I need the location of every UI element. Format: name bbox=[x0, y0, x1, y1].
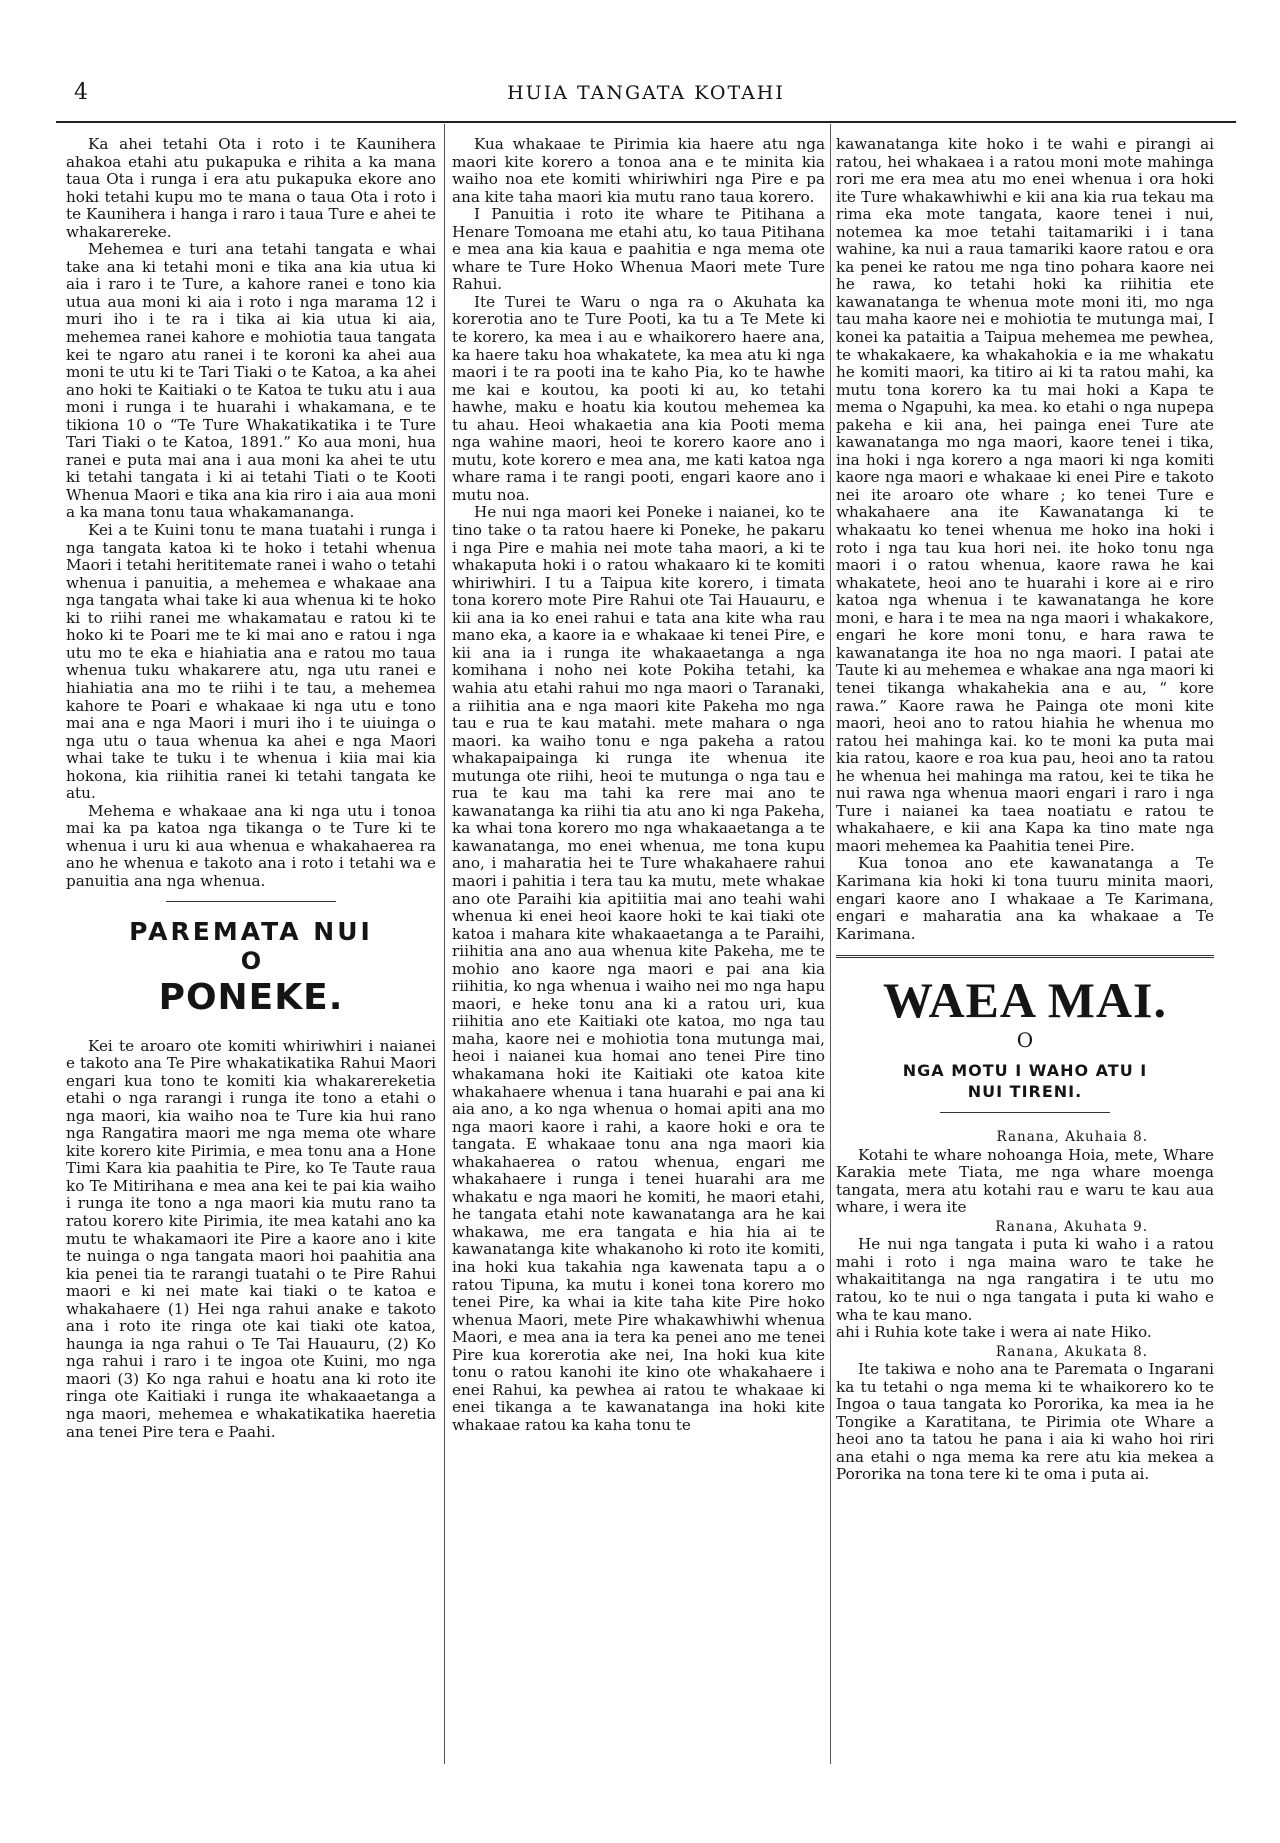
paragraph: Ka ahei tetahi Ota i roto i te Kaunihera ahakoa etahi atu pukapuka e rihita a ka mana taua Ota i runga i era atu pukapuka ekore ano hoki tetahi kupu mo te mana o taua Ota i roto i te Kaunihera i hanga i raro i taua Ture e ahei te whakarereke. bbox=[66, 135, 436, 241]
column-3 bbox=[836, 136, 1214, 1484]
paragraph: kawanatanga kite hoko i te wahi e pirangi ai ratou, hei whakaea i a ratou moni mote mahinga rori me era mea atu mo enei whenua i ora hoki ite Ture whakawhiwhi e kii ana kia rua tekau ma rima eka mote tangata, kaore tenei i nui, notemea ka moe tetahi taitamariki i i tana wahine, ka nui a raua tamariki kaore ratou e ora ka penei ke ratou me nga tino pohara kaore nei he rawa, ko tetahi hoki ka riihitia ete kawanatanga te whenua mote moni iti, mo nga tau maha kaore nei e mohiotia te mutunga mai, I konei ka pataitia a Taipua mehemea me pewhea, te whakakaere, ka whakahokia e ia me whakatu he komiti maori, ka titiro ai ki ta ratou mahi, ka mutu tona korero ka tu mai hoki a Kapa te mema o Ngapuhi, ka mea. ko etahi o nga nupepa pakeha e kii ana, hei painga enei Ture ate kawanatanga mo nga maori, kaore tenei i tika, ina hoki i nga korero a nga maori ki nga komiti kaore nga maori e whakaae ki enei Pire e takoto nei ite aroaro ote whare ; ko tenei Ture e whakahaere ana ite Kawanatanga ki te whakaatu ko tenei whenua me hoko ina hoki i roto i nga tau kua hori nei. ite hoko tonu nga maori i o ratou whenua, kaore rawa he kai whakatete, heoi ano te huarahi i kore ai e riro katoa nga whenua i te kawanatanga he kore moni, e hara i te mea na nga maori i whakakore, engari he kore moni tonu, e hara rawa te kawanatanga ite hoa no nga maori. I patai ate Taute ki au mehemea e whakae ana nga maori ki tenei tikanga whakahekia ana e au, “ kore rawa.” Kaore rawa he Painga ote moni kite maori, heoi ano to ratou hiahia he whenua mo ratou hei mahinga kai. ko te moni ka puta mai kia ratou, kaore e roa kua pau, heoi ano ta ratou he whenua hei mahinga ma ratou, kei te tika he nui rawa nga whenua maori engari i raro i nga Ture i naianei ka taea noatiatu e ratou te whakahaere, e kii ana Kapa ka tino mate nga maori mehemea ka Paahitia tenei Pire. bbox=[836, 135, 1214, 855]
section-rule bbox=[836, 955, 1214, 958]
column-divider bbox=[830, 124, 831, 1764]
heading-line-1: PAREMATA NUI bbox=[129, 916, 373, 946]
section-rule bbox=[940, 1112, 1110, 1113]
dateline: Ranana, Akuhata 9. bbox=[995, 1218, 1148, 1235]
heading-line-2: PONEKE. bbox=[158, 976, 344, 1018]
page-number: 4 bbox=[74, 80, 88, 105]
paragraph: ahi i Ruhia kote take i wera ai nate Hiko. bbox=[836, 1323, 1152, 1342]
column-1 bbox=[66, 136, 436, 1441]
paragraph: I Panuitia i roto ite whare te Pitihana a Henare Tomoana me etahi atu, ko taua Pitihana e mea ana kia kaua e paahitia e nga mema ote whare te Ture Hoko Whenua Maori mete Ture Rahui. bbox=[452, 205, 825, 294]
section-rule bbox=[166, 901, 336, 902]
paragraph: Kotahi te whare nohoanga Hoia, mete, Whare Karakia mete Tiata, me nga whare moenga tangata, mera atu kotahi rau e waru te kau aua whare, i wera ite bbox=[836, 1145, 1214, 1217]
heading-o: O bbox=[1016, 1028, 1034, 1053]
paragraph: Ite takiwa e noho ana te Paremata o Ingarani ka tu tetahi o nga mema ki te whaikorero ko te Ingoa o taua tangata ko Pororika, ka mea ia he Tongike a Karatitana, te Pirimia ote Whare a heoi ano ta tatou he pana i aia ki waho hoi riri ana etahi o nga mema ka rere atu kia mekea a Pororika na tona tere ki te oma i puta ai. bbox=[836, 1360, 1214, 1484]
paragraph: Kua tonoa ano ete kawanatanga a Te Karimana kia hoki ki tona tuuru minita maori, engari kaore ano I whakaae a Te Karimana, engari e maharatia ana ka whakaae a Te Karimana. bbox=[836, 854, 1214, 943]
page-header bbox=[56, 80, 1236, 116]
article-heading bbox=[66, 918, 436, 1020]
header-rule bbox=[56, 121, 1236, 123]
column-2 bbox=[452, 136, 825, 1434]
paragraph: Mehemea e turi ana tetahi tangata e whai take ana ki tetahi moni e tika ana kia utua ki aia i raro i te Ture, a kahore ranei e tono kia utua aua moni ki aia i roto i nga marama 12 i muri iho i te ra i tika ai kia utua ki aia, mehemea ranei kahore e mohiotia taua tangata kei te ngaro atu ranei i te koroni ka ahei aua moni te utu ki te Tari Tiaki o te Katoa, a ka ahei ano hoki te Kaitiaki o te Katoa te tuku atu i aua moni i runga i te huarahi i whakamana, e te tikiona 10 o “Te Ture Whakatikatika i te Ture Tari Tiaki o te Katoa, 1891.” Ko aua moni, hua ranei e puta mai ana i aua moni ka ahei te utu ki tetahi tangata i ki ai tetahi Tiati o te Kooti Whenua Maori e tika ana kia riro i aia aua moni a ka mana tonu taua whakamananga. bbox=[66, 240, 436, 522]
paragraph: Ite Turei te Waru o nga ra o Akuhata ka korerotia ano te Ture Pooti, ka tu a Te Mete ki te korero, ka mea i au e whaikorero haere ana, ka haere taku hoa whakatete, ka mea atu ki nga maori i te ra pooti ina te kaho Pia, ko te hawhe me kai e koutou, ka pooti ki au, ko tetahi hawhe, maku e hoatu kia koutou mehemea ka tu ahau. Heoi whakaetia ana kia Pooti mema nga wahine maori, heoi te korero kaore ano i mutu, kote korero e mea ana, me kati katoa nga whare rama i te rangi pooti, engari kaore ano i mutu noa. bbox=[452, 292, 825, 504]
dateline: Ranana, Akukata 8. bbox=[995, 1343, 1148, 1360]
paragraph: He nui nga maori kei Poneke i naianei, ko te tino take o ta ratou haere ki Poneke, he pakaru i nga Pire e mahia nei mote taha maori, a ki te whakaputa hoki i o ratou whakaaro ki te komiti whiriwhiri. I tu a Taipua kite korero, i timata tona korero mote Pire Rahui ote Tai Hauauru, e kii ana ia ko enei rahui e tata ana kite wha rau mano eka, a kaore ia e whakaae ki tenei Pire, e kii ana ia i runga ite whakaaetanga a nga komihana i noho nei kote Pokiha tetahi, ka wahia atu etahi rahui mo nga maori o Taranaki, a riihitia ana e nga maori kite Pakeha mo nga tau e rua te kau matahi. mete mahara o nga maori. ka waiho tonu e nga pakeha a ratou whakapaipainga ki runga ite whenua ite mutunga ote riihi, heoi te mutunga o nga tau e rua te kau ma tahi ka rere mai ano te kawanatanga ka riihi tia atu ano ki nga Pakeha, ka whai tona korero mo nga whakaaetanga a te kawanatanga, mo enei whenua, me tona kupu ano, i maharatia hei te Ture whakahaere rahui maori i pahitia i tera tau ka mutu, mete whakae ano ote Paraihi kia apitiitia mai ano teahi wahi whenua ki enei heoi kaore hoki te kai tiaki ote katoa i mahara kite whakaaetanga a te Paraihi, riihitia ana ano aua whenua kite Pakeha, me te mohio ano kaore nga maori e pai ana kia riihitia, ko nga whenua i waiho nei mo nga hapu maori, e heke tonu ana ki a ratou uri, kua riihitia ano ete Kaitiaki ote katoa, mo nga tau maha, kaore nei e mohiotia tona mutunga mai, heoi i naianei kua homai ano tenei Pire tino whakamana hoki ite Kaitiaki ote katoa kite whakahaere whenua i tana huarahi e pai ana ki aia ano, a ko nga whenua o homai apiti ana mo nga maori kaore i rahi, a kaore hoki e ora te tangata. E whakaae tonu ana nga maori kia whakahaerea o ratou whenua, engari me whakahaere i runga i tenei huarahi ara me whakatu e nga maori he komiti, he maori etahi, he tangata etahi note kawanatanga ara he kai whakawa, me era tangata e hia hia ai te kawanatanga kite whakanoho ki roto ite komiti, ina hoki kua takahia nga kawenata tapu a o ratou Tipuna, ka mutu i konei tona korero mo tenei Pire, ka whai ia kite taha kite Pire hoko whenua Maori, mete Pire whakawhiwhi whenua Maori, e mea ana ia tera ka penei ano me tenei Pire kua korerotia ake nei, Ina hoki kua kite tonu o ratou kanohi ite kino ote whakahaere i enei Rahui, ka pewhea ai ratou te whakaae ki enei tikanga a te kawanatanga ina hoki kite whakaae ratou ka kaha tonu te bbox=[452, 503, 825, 1434]
subheading-line-2: NUI TIRENI. bbox=[967, 1082, 1083, 1102]
running-title: HUIA TANGATA KOTAHI bbox=[507, 82, 785, 104]
paragraph: Kua whakaae te Pirimia kia haere atu nga maori kite korero a tonoa ana e te minita kia waiho noa ete komiti whiriwhiri nga Pire e pa ana kite taha maori kia mutu rano taua korero. bbox=[452, 135, 825, 206]
paragraph: Kei a te Kuini tonu te mana tuatahi i runga i nga tangata katoa ki te hoko i tetahi whenua Maori i tetahi herititemate ranei i waho o tetahi whenua i panuitia, a mehemea e whakaae ana nga tangata whai take ki aua whenua ki te hoko ki to riihi ranei me whakamatau e ratou ki te hoko ki te Poari me te ki mai ano e ratou i nga utu mo te eka e hiahiatia ana e ratou mo taua whenua tuku whakarere atu, nga utu ranei e hiahiatia ana mo te riihi i te tau, a mehemea kahore te Poari e whakaae ki nga utu e tono mai ana e nga Maori i muri iho i te uiuinga o nga utu o taua whenua ka ahei e nga Maori whai take te tuku i te whenua i kiia mai kia hokona, kia riihitia ranei ki tetahi tangata ke atu. bbox=[66, 521, 436, 803]
paragraph: He nui nga tangata i puta ki waho i a ratou mahi i roto i nga maina waro te take he whakaititanga na nga rangatira i te utu mo ratou, ko te nui o nga tangata i puta ki waho e wha te kau mano. bbox=[836, 1235, 1214, 1324]
heading-o: O bbox=[240, 946, 262, 975]
paragraph: Mehema e whakaae ana ki nga utu i tonoa mai ka pa katoa nga tikanga o te Ture ki te whenua i uru ki aua whenua e whakahaerea ra ano he whenua e takoto ana i roto i tetahi wa e panuitia ana nga whenua. bbox=[66, 801, 436, 890]
paragraph: Kei te aroaro ote komiti whiriwhiri i naianei e takoto ana Te Pire whakatikatika Rahui Maori engari kua tono te komiti kia whakarereketia etahi o nga rarangi i runga ite tono a etahi o nga maori, kia waiho noa te Ture kia hui rano nga Rangatira maori me nga mema ote whare kite korero kite Pirimia, e mea tonu ana a Hone Timi Kara kia paahitia te Pire, ko Te Taute raua ko Te Mitirihana e mea ana kei te pai kia waiho i runga ite tono a nga maori kia mutu rano ta ratou korero kite Pirimia, ite mea katahi ano ka mutu te whakamaori ite Pire a kaore ano i kite te nuinga o nga tangata maori hoi paahitia ana kia penei tia te rarangi tuatahi o te Pire Rahui maori e ki nei mate kai tiaki o te katoa e whakahaere (1) Hei nga rahui anake e takoto ana i roto ite ringa ote kai tiaki ote katoa, haunga ia nga rahui o Te Tai Hauauru, (2) Ko nga rahui i raro i te ingoa ote Kuini, mo nga maori (3) Ko nga rahui e hoatu ana ki roto ite ringa ote Kaitiaki i runga ite whakaaetanga a nga maori, mehemea e whakatikatika haeretia ana tenei Pire tera e Paahi. bbox=[66, 1036, 436, 1441]
subheading-line-1: NGA MOTU I WAHO ATU I bbox=[902, 1061, 1148, 1081]
column-divider bbox=[444, 124, 445, 1764]
waea-subheading bbox=[836, 1060, 1214, 1102]
waea-mai-heading: WAEA MAI. bbox=[882, 972, 1168, 1029]
dateline: Ranana, Akuhaia 8. bbox=[996, 1129, 1148, 1146]
